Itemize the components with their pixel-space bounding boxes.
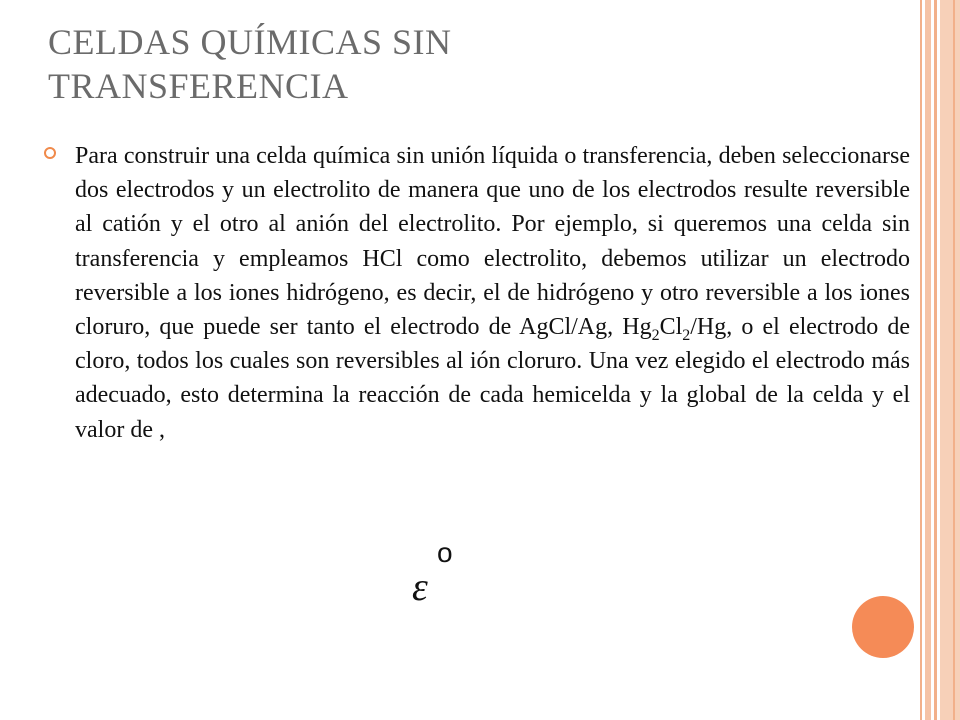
- epsilon-symbol: ε: [412, 564, 428, 609]
- decorative-orange-circle: [852, 596, 914, 658]
- paragraph-part-3: /Hg, o el electrodo de cloro, todos los cuales son reversibles al ión cloruro. Una vez elegido el electrodo más adecuado, esto determina la reacción de cada hemicelda y la global de la celda y el valor de ,: [75, 314, 910, 443]
- decorative-stripe-2: [925, 0, 931, 720]
- degree-superscript: o: [437, 538, 453, 568]
- subscript-2a: 2: [651, 326, 660, 344]
- slide-title: [48, 20, 868, 108]
- slide-title-line-2: TRANSFERENCIA: [48, 66, 349, 106]
- decorative-stripe-1: [920, 0, 922, 720]
- paragraph-part-1: Para construir una celda química sin unión líquida o transferencia, deben seleccionarse dos electrodos y un electrolito de manera que uno de los electrodos resulte reversible al catión y el otro al anión del electrolito. Por ejemplo, si queremos una celda sin transferencia y empleamos HCl como electrolito, debemos utilizar un electrodo reversible a los iones hidrógeno, es decir, el de hidrógeno y otro reversible a los iones cloruro, que puede ser tanto el electrodo de AgCl/Ag, Hg: [75, 143, 910, 341]
- slide-title-line-1: CELDAS QUÍMICAS SIN: [48, 22, 452, 62]
- decorative-stripe-3: [934, 0, 937, 720]
- paragraph-part-2: Cl: [659, 314, 683, 341]
- decorative-stripe-4: [940, 0, 960, 720]
- bullet-icon: [44, 147, 56, 159]
- body-paragraph: [75, 139, 910, 447]
- epsilon-standard-potential-formula: [410, 538, 464, 610]
- subscript-2b: 2: [682, 326, 691, 344]
- decorative-stripe-5: [953, 0, 955, 720]
